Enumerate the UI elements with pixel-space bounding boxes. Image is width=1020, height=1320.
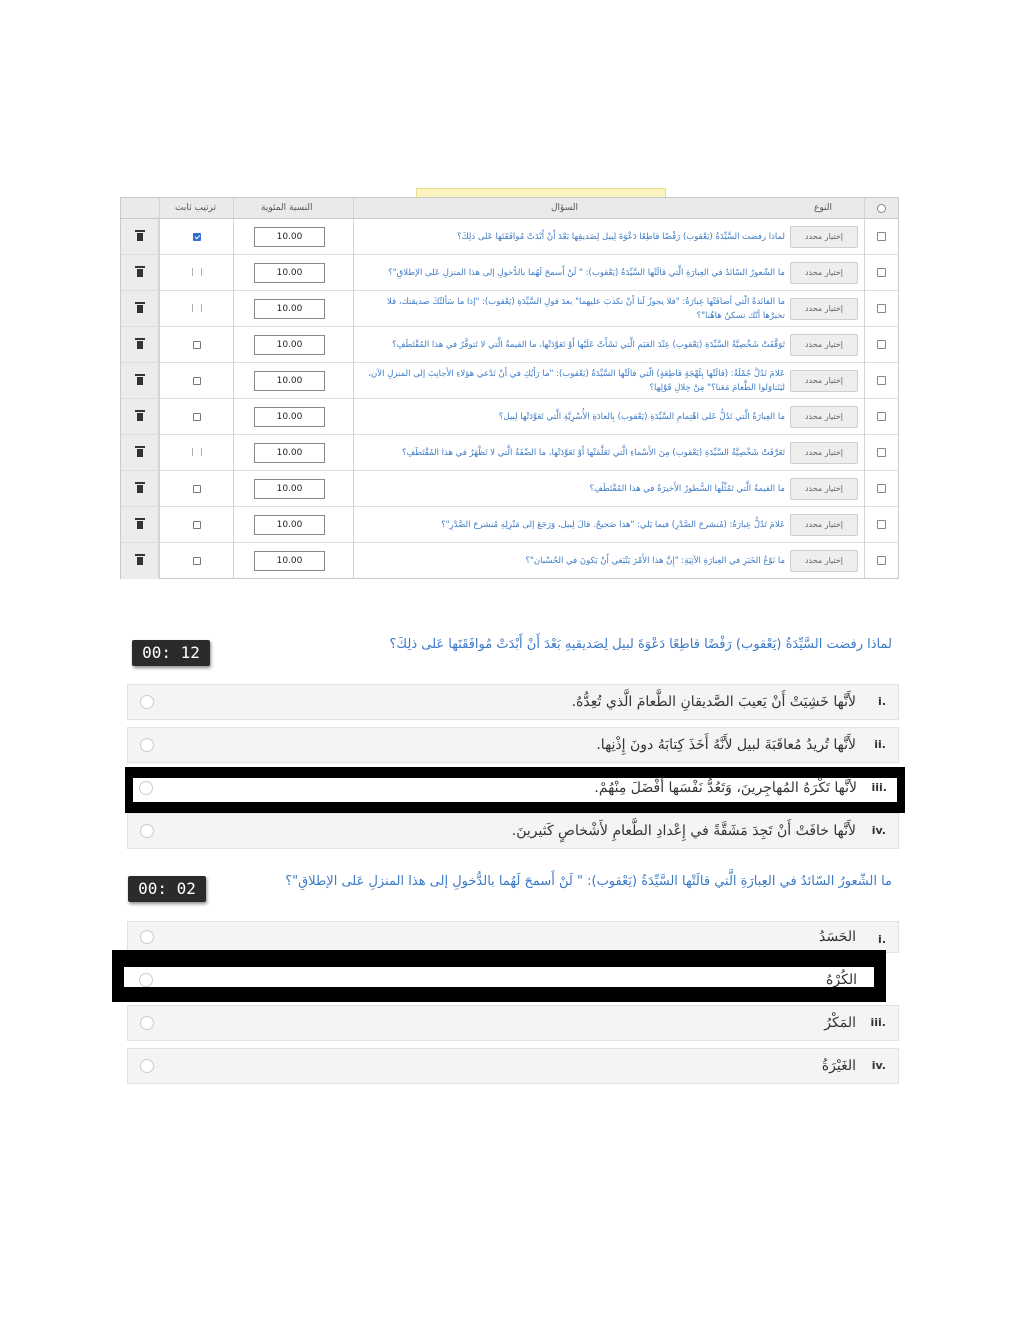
question-text: عَلامَ تَدُلُّ عِبارَةُ: (مُنشرحَ الصَّدْرِ) فيما يَلي: "هذا صَحيحٌ. قالَ لِبيل، وَرَجَعَ إلى مَنْزِلِهِ مُنشرحَ الصَّدْرِ"؟: [441, 520, 785, 530]
delete-cell[interactable]: [121, 219, 159, 254]
question-type-button[interactable]: إختيار محدد: [790, 514, 858, 536]
row-select-checkbox[interactable]: [877, 304, 886, 313]
row-select-checkbox[interactable]: [877, 520, 886, 529]
table-row: [121, 291, 898, 327]
question-text: عَلامَ تَدُلُّ جُمْلَةُ: (قالَتْها بِلَهْجَةٍ قاطِعَةٍ) الَّتي قالَتْها السَّيِّدَةُ (يَعْقوب): "ما رَأْيُكِ في أَنْ تَدْعي هؤلاءِ الأَجانِبَ إلى المنزلِ الآن، ليَتَناوَلوا الطَّعامَ مَعَنا؟" مِنْ خِلالِ قَوْلِها؟: [368, 369, 785, 393]
question-type-button[interactable]: إختيار محدد: [790, 262, 858, 284]
percentage-input[interactable]: 10.00: [254, 299, 325, 319]
header-percentage: النسبة المئوية: [261, 203, 313, 213]
option-number: iii.: [871, 781, 887, 794]
percentage-input[interactable]: 10.00: [254, 551, 325, 571]
row-select-checkbox[interactable]: [877, 340, 886, 349]
trash-icon[interactable]: [136, 376, 144, 385]
delete-cell[interactable]: [121, 291, 159, 326]
row-select-checkbox[interactable]: [877, 556, 886, 565]
questions-table: [120, 197, 899, 579]
option-row[interactable]: [127, 921, 899, 953]
header-fixed-order: ترتيب ثابت: [175, 203, 216, 213]
option-number: iv.: [871, 824, 886, 837]
option-radio[interactable]: [140, 930, 154, 944]
percentage-input[interactable]: 10.00: [254, 227, 325, 247]
delete-cell[interactable]: [121, 399, 159, 434]
question-type-button[interactable]: إختيار محدد: [790, 298, 858, 320]
question-text: تَعَرَّفَتْ شَخْصِيَّةُ السَّيِّدَةِ (يَعْقوب) مِنَ الأَسْماءِ الَّتي تَعَلَّمَتْها أَوْ تَعَوَّدَتْها، ما الصِّفَةُ الَّتي لا تَظْهَرُ في هذا المُقْتَطَفِ؟: [401, 448, 785, 458]
row-select-checkbox[interactable]: [877, 232, 886, 241]
row-select-checkbox[interactable]: [877, 376, 886, 385]
option-text: الحَسَدُ: [818, 929, 856, 945]
timer-display: 00: 12: [132, 640, 210, 666]
option-text: الكُرْهُ: [826, 972, 857, 988]
delete-cell[interactable]: [121, 327, 159, 362]
delete-cell[interactable]: [121, 435, 159, 470]
delete-cell[interactable]: [121, 543, 159, 579]
question-type-button[interactable]: إختيار محدد: [790, 370, 858, 392]
option-text: لأَنَّها خَشِيَتْ أَنْ يَعيبَ الصَّديقانِ الطَّعامَ الَّذي تُعِدُّهُ.: [571, 694, 856, 710]
trash-icon[interactable]: [136, 268, 144, 277]
question-text: ما نَوْعُ الخَبَرِ في العِبارَةِ الآتِيَةِ: "إِنَّ هذا الأَمْرَ يَنْبَغي أَنْ يَكونَ في الحُسْبان"؟: [525, 556, 785, 566]
option-radio[interactable]: [140, 1016, 154, 1030]
trash-icon[interactable]: [136, 412, 144, 421]
option-row[interactable]: [127, 771, 899, 807]
table-header: [121, 198, 898, 219]
trash-icon[interactable]: [136, 556, 144, 565]
option-row[interactable]: [127, 1048, 899, 1084]
percentage-input[interactable]: 10.00: [254, 443, 325, 463]
question-text: ما الفائدةُ الَّتي أضافَتْها عِبارَةُ: "فلا يجوزُ لَنا أَنْ نكذبَ عليهما" بعدَ قولِ السَّيِّدَةِ (يَعْقوب): "إذا ما سَأَلتْكَ صديقتك، فلا تخبرْها أنّك تسكنُ هاهُنا"؟: [387, 297, 785, 321]
question-type-button[interactable]: إختيار محدد: [790, 226, 858, 248]
delete-cell[interactable]: [121, 363, 159, 398]
fixed-order-placeholder: | |: [191, 447, 205, 456]
option-row[interactable]: [127, 962, 899, 998]
option-radio[interactable]: [140, 1059, 154, 1073]
header-question: السؤال: [551, 203, 578, 213]
option-row[interactable]: [127, 727, 899, 763]
option-text: لأَنَّها تَكْرَهُ المُهاجِرينَ، وَتَعُدُّ نَفْسَها أَفْضَلَ مِنْهُمْ.: [594, 780, 857, 796]
header-type: النوع: [814, 203, 832, 213]
table-row: [121, 543, 898, 579]
percentage-input[interactable]: 10.00: [254, 371, 325, 391]
fixed-order-checkbox[interactable]: [193, 413, 201, 421]
table-row: [121, 471, 898, 507]
table-row: [121, 435, 898, 471]
trash-icon[interactable]: [136, 448, 144, 457]
question-type-button[interactable]: إختيار محدد: [790, 406, 858, 428]
option-radio[interactable]: [139, 973, 153, 987]
option-radio[interactable]: [140, 824, 154, 838]
fixed-order-placeholder: | |: [191, 267, 205, 276]
option-radio[interactable]: [140, 695, 154, 709]
option-row[interactable]: [127, 684, 899, 720]
fixed-order-checkbox[interactable]: [193, 557, 201, 565]
question-type-button[interactable]: إختيار محدد: [790, 442, 858, 464]
option-row[interactable]: [127, 1005, 899, 1041]
table-row: [121, 327, 898, 363]
option-number: i.: [878, 695, 886, 708]
select-all-checkbox[interactable]: [877, 204, 886, 213]
question-text: ما العِبارَةُ الَّتي تَدُلُّ عَلى اهْتِمامِ السَّيِّدَةِ (يَعْقوب) بِالعادَةِ الأُسْرِيَّةِ الَّتي تَعَوَّدَتْها لِبيل؟: [498, 412, 785, 422]
row-select-checkbox[interactable]: [877, 448, 886, 457]
trash-icon[interactable]: [136, 232, 144, 241]
trash-icon[interactable]: [136, 484, 144, 493]
question-type-button[interactable]: إختيار محدد: [790, 478, 858, 500]
question-text: ما القيمةُ الَّتي تَمُثِّلُها السُّطورُ الأَخيرَةُ في هذا المُقْتَطَفِ؟: [589, 484, 785, 494]
trash-icon[interactable]: [136, 304, 144, 313]
option-number: iv.: [871, 1059, 886, 1072]
option-number: i.: [878, 933, 886, 946]
percentage-input[interactable]: 10.00: [254, 335, 325, 355]
row-select-checkbox[interactable]: [877, 412, 886, 421]
fixed-order-checkbox[interactable]: [193, 521, 201, 529]
table-row: [121, 219, 898, 255]
delete-cell[interactable]: [121, 255, 159, 290]
quiz-question-1: لماذا رفضت السَّيِّدَةُ (يَعْقوب) رَفْضًا قاطِعًا دَعْوَةَ لبيل لِصَديقيهِ بَعْدَ أَنْ أَبْدَتْ مُوافَقَتَها عَلى ذلِكَ؟: [389, 637, 892, 652]
question-text: تَوَقَّفَتْ شَخْصِيَّةُ السَّيِّدَةِ (يَعْقوب) عِنْدَ القيَمِ الَّتي نَشَأَتْ عَلَيْها أَوْ تَعَوَّدَتْها، ما القيمةُ الَّتي لا تَتوفَّرُ في هذا المُقْتَطَفِ؟: [392, 340, 785, 350]
option-number: ii.: [874, 738, 886, 751]
option-text: المَكْرُ: [824, 1015, 856, 1031]
option-text: لأَنَّها تُريدُ مُعاقَبَةَ لبيل لأَنَّهُ أَخَذَ كِتابَهُ دونَ إِذْنِها.: [596, 737, 856, 753]
row-select-checkbox[interactable]: [877, 484, 886, 493]
option-number: iii.: [870, 1016, 886, 1029]
percentage-input[interactable]: 10.00: [254, 515, 325, 535]
option-radio[interactable]: [139, 781, 153, 795]
question-text: ما الشّعورُ السّائدُ في العِبارَةِ الَّتي قالَتْها السَّيِّدَةُ (يَعْقوب): " لَنْ أَسمحَ لَهُما بالدُّخولِ إلى هذا المنزلِ عَلى الإطلاقِ"؟: [388, 268, 785, 278]
timer-display: 00: 02: [128, 876, 206, 902]
option-radio[interactable]: [140, 738, 154, 752]
table-row: [121, 507, 898, 543]
fixed-order-checkbox[interactable]: [193, 233, 201, 241]
table-row: [121, 399, 898, 435]
trash-icon[interactable]: [136, 340, 144, 349]
table-row: [121, 363, 898, 399]
percentage-input[interactable]: 10.00: [254, 263, 325, 283]
percentage-input[interactable]: 10.00: [254, 479, 325, 499]
fixed-order-checkbox[interactable]: [193, 485, 201, 493]
question-type-button[interactable]: إختيار محدد: [790, 334, 858, 356]
fixed-order-checkbox[interactable]: [193, 341, 201, 349]
fixed-order-placeholder: | |: [191, 303, 205, 312]
question-text: لماذا رفضت السَّيِّدَةُ (يَعْقوب) رَفْضًا قاطِعًا دَعْوَةَ لِبيل لِصَديقِها بَعْدَ أَنْ أَبْدَتْ مُوافَقَتَها عَلى ذلِكَ؟: [457, 232, 785, 242]
delete-cell[interactable]: [121, 471, 159, 506]
option-row[interactable]: [127, 813, 899, 849]
quiz-question-2: ما الشّعورُ السّائدُ في العِبارَةِ الَّتي قالَتْها السَّيِّدَةُ (يَعْقوب): " لَنْ أَسمحَ لَهُما بالدُّخولِ إلى هذا المنزلِ عَلى الإطلاقِ"؟: [285, 874, 892, 889]
option-text: لأَنَّها خافَتْ أَنْ تَجِدَ مَشَقَّةً في إِعْدادِ الطَّعامِ لأَشْخاصٍ كَثيرينَ.: [511, 823, 856, 839]
option-text: الغَيْرَةُ: [821, 1058, 856, 1074]
row-select-checkbox[interactable]: [877, 268, 886, 277]
trash-icon[interactable]: [136, 520, 144, 529]
fixed-order-checkbox[interactable]: [193, 377, 201, 385]
table-row: [121, 255, 898, 291]
delete-cell[interactable]: [121, 507, 159, 542]
percentage-input[interactable]: 10.00: [254, 407, 325, 427]
question-type-button[interactable]: إختيار محدد: [790, 550, 858, 572]
